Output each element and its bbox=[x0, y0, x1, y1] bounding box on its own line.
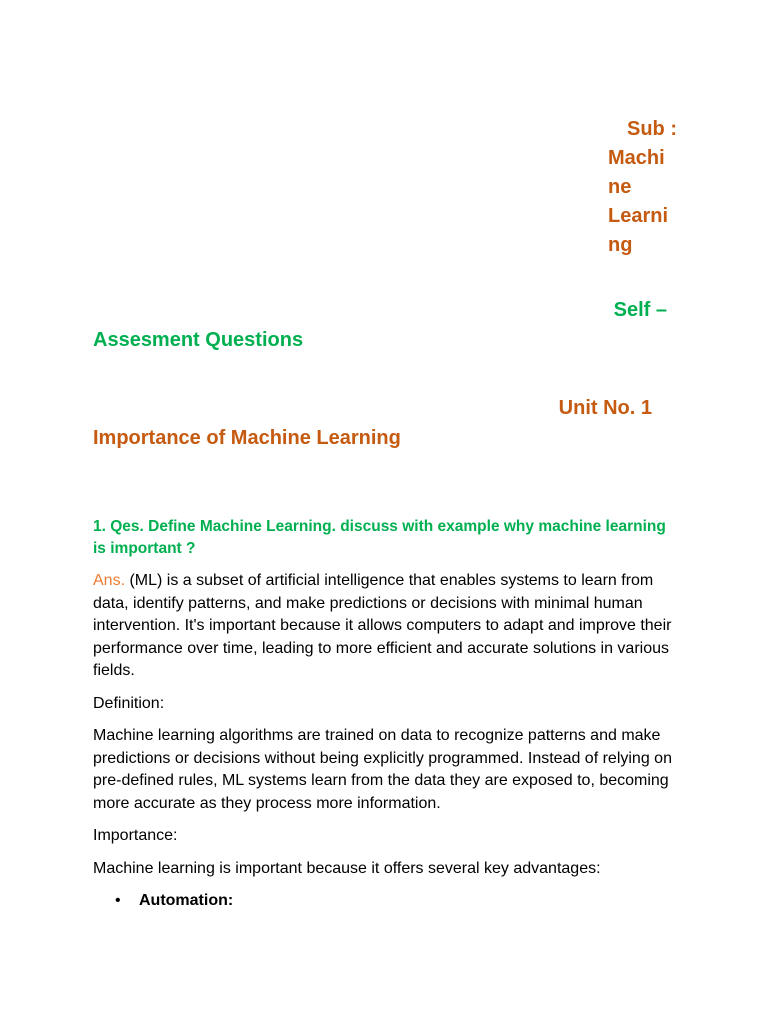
unit-number: Unit No. 1 bbox=[558, 397, 652, 419]
answer-paragraph bbox=[93, 570, 678, 683]
document-body bbox=[93, 516, 678, 913]
definition-paragraph: Machine learning algorithms are trained on data to recognize patterns and make predictions or decisions without being explicitly programmed. Instead of relying on pre-defined rules, ML systems learn from the data they are exposed to, becoming more accurate as they process more information. bbox=[93, 727, 672, 812]
subject-line: Sub : bbox=[627, 118, 677, 140]
unit-heading bbox=[93, 393, 673, 453]
importance-heading: Importance: bbox=[93, 827, 178, 844]
answer-label: Ans. bbox=[93, 572, 126, 589]
list-item: • Automation: bbox=[139, 890, 678, 913]
self-assessment-heading bbox=[93, 295, 673, 355]
subject-line: Learni bbox=[608, 205, 669, 227]
question-1: 1. Qes. Define Machine Learning. discuss with example why machine learning is important ? bbox=[93, 518, 666, 557]
importance-list bbox=[93, 890, 678, 913]
subject-line: ne bbox=[608, 176, 632, 198]
importance-paragraph: Machine learning is important because it offers several key advantages: bbox=[93, 859, 601, 877]
self-assessment-line2: Assesment Questions bbox=[93, 329, 304, 351]
subject-heading bbox=[608, 115, 680, 260]
self-assessment-line1: Self – bbox=[613, 299, 667, 321]
subject-line: ng bbox=[608, 234, 633, 256]
definition-heading: Definition: bbox=[93, 694, 165, 712]
subject-line: Machi bbox=[608, 147, 665, 169]
answer-text: (ML) is a subset of artificial intelligence that enables systems to learn from data, identify patterns, and make predictions or decisions with minimal human intervention. It's important because it allows computers to adapt and improve their performance over time, leading to more efficient and accurate solutions in various fields. bbox=[93, 572, 672, 679]
unit-title: Importance of Machine Learning bbox=[93, 427, 401, 449]
